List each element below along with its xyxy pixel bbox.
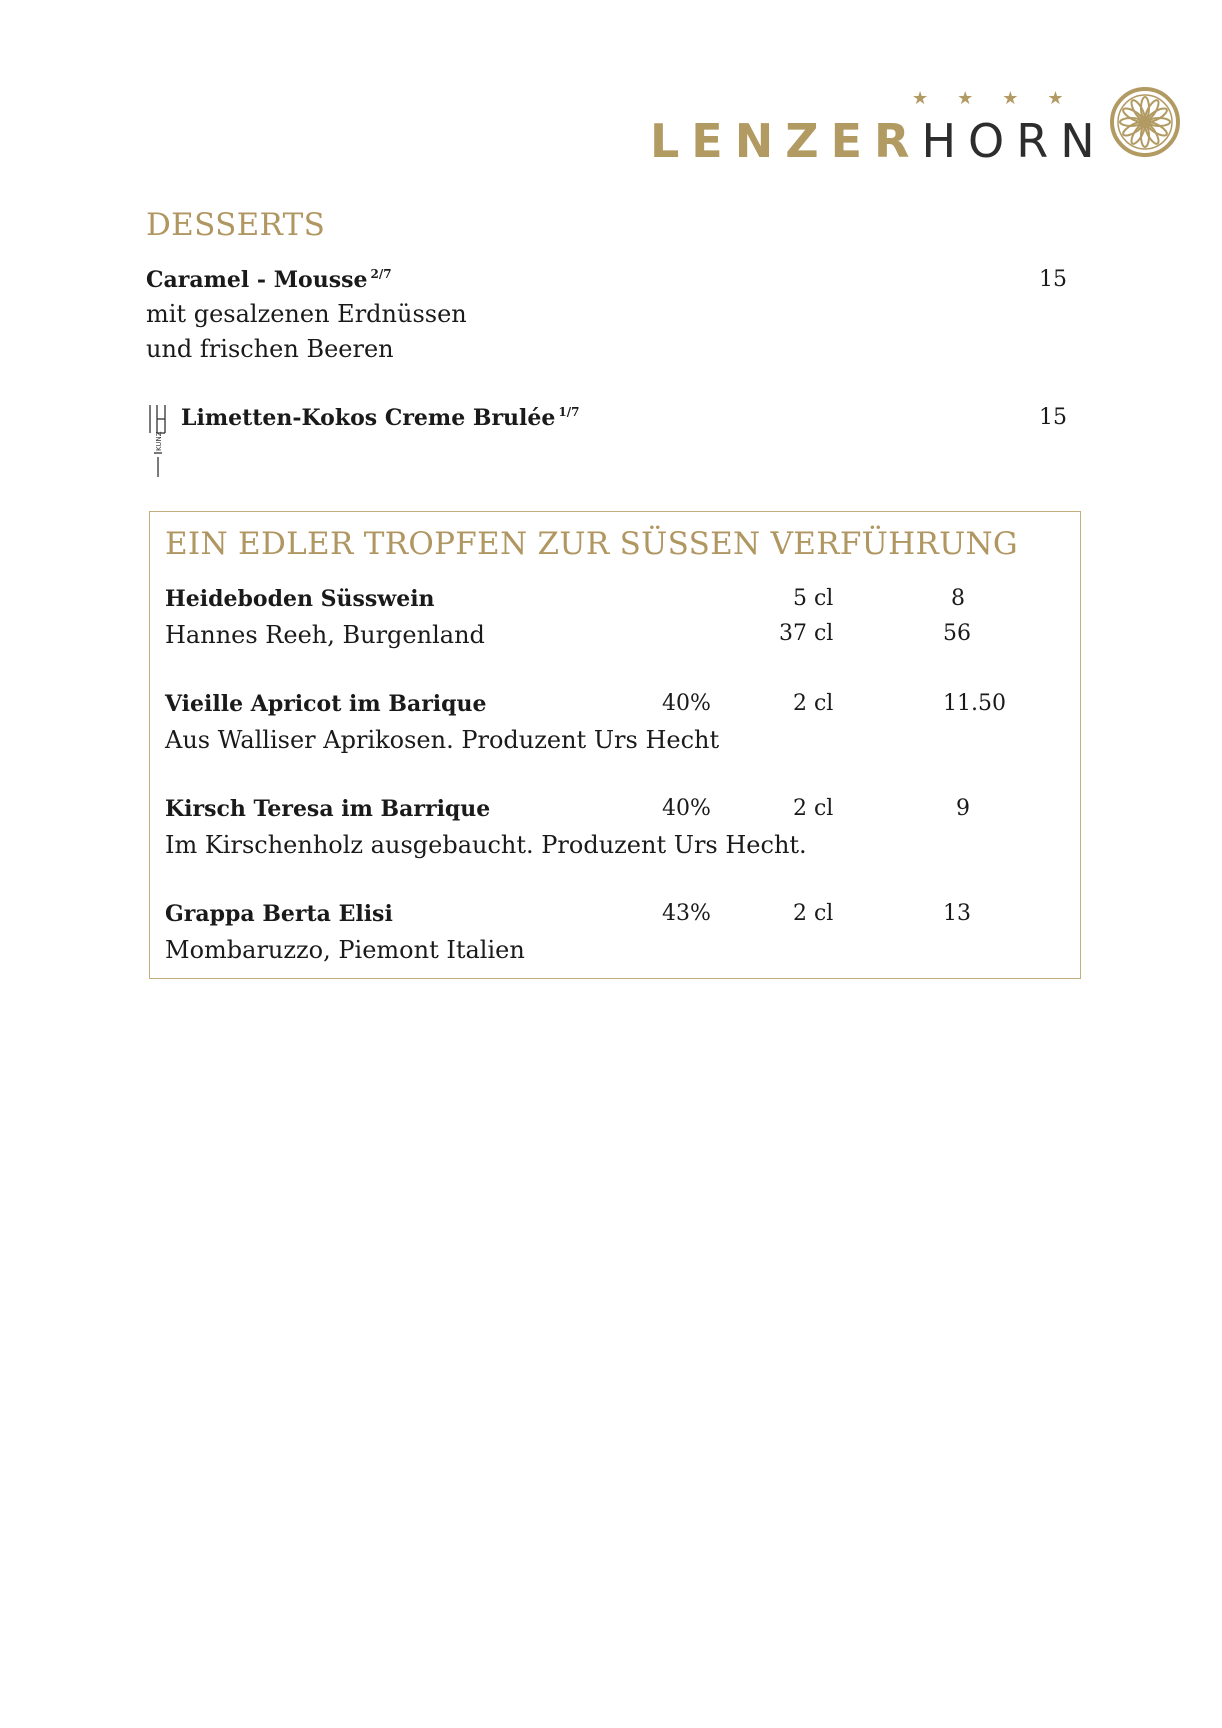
drink-price: 8 bbox=[951, 586, 965, 611]
svg-text:KUNZ: KUNZ bbox=[155, 431, 163, 451]
logo-word-part1: LENZER bbox=[650, 114, 922, 168]
kunz-mark-icon bbox=[148, 403, 168, 477]
logo-word-part2: HORN bbox=[921, 114, 1107, 168]
drink-description: Mombaruzzo, Piemont Italien bbox=[165, 936, 525, 964]
drinks-heading: EIN EDLER TROPFEN ZUR SÜSSEN VERFÜHRUNG bbox=[165, 526, 1018, 562]
allergen-note: 2/7 bbox=[370, 267, 392, 281]
dessert-name-text: Caramel - Mousse bbox=[146, 267, 368, 293]
drink-name: Heideboden Süsswein bbox=[165, 586, 435, 612]
desserts-heading: DESSERTS bbox=[146, 207, 326, 243]
drink-description: Hannes Reeh, Burgenland bbox=[165, 621, 485, 649]
dessert-name bbox=[146, 267, 392, 293]
dessert-price: 15 bbox=[1039, 405, 1067, 430]
flower-emblem-icon bbox=[1109, 86, 1181, 158]
dessert-description: und frischen Beeren bbox=[146, 335, 394, 363]
drink-size: 2 cl bbox=[793, 796, 834, 821]
drink-price: 9 bbox=[956, 796, 970, 821]
drink-size: 2 cl bbox=[793, 901, 834, 926]
drink-size: 5 cl bbox=[793, 586, 834, 611]
drink-size: 2 cl bbox=[793, 691, 834, 716]
drink-abv: 40% bbox=[662, 691, 711, 716]
drink-price: 11.50 bbox=[943, 691, 1006, 716]
dessert-name-text: Limetten-Kokos Creme Brulée bbox=[181, 405, 556, 431]
allergen-note: 1/7 bbox=[558, 405, 580, 419]
drink-name: Kirsch Teresa im Barrique bbox=[165, 796, 491, 822]
drink-abv: 40% bbox=[662, 796, 711, 821]
dessert-price: 15 bbox=[1039, 267, 1067, 292]
drink-description: Aus Walliser Aprikosen. Produzent Urs Hecht bbox=[165, 726, 720, 754]
drink-name: Vieille Apricot im Barique bbox=[165, 691, 487, 717]
dessert-name bbox=[181, 405, 579, 431]
rating-stars: ★★★★ bbox=[912, 88, 1093, 109]
drink-abv: 43% bbox=[662, 901, 711, 926]
logo-wordmark bbox=[650, 114, 1107, 168]
hotel-logo bbox=[650, 82, 1180, 172]
drink-name: Grappa Berta Elisi bbox=[165, 901, 393, 927]
dessert-description: mit gesalzenen Erdnüssen bbox=[146, 300, 467, 328]
drink-price: 56 bbox=[943, 621, 971, 646]
drink-size: 37 cl bbox=[779, 621, 834, 646]
drink-description: Im Kirschenholz ausgebaucht. Produzent Urs Hecht. bbox=[165, 831, 807, 859]
drink-price: 13 bbox=[943, 901, 971, 926]
